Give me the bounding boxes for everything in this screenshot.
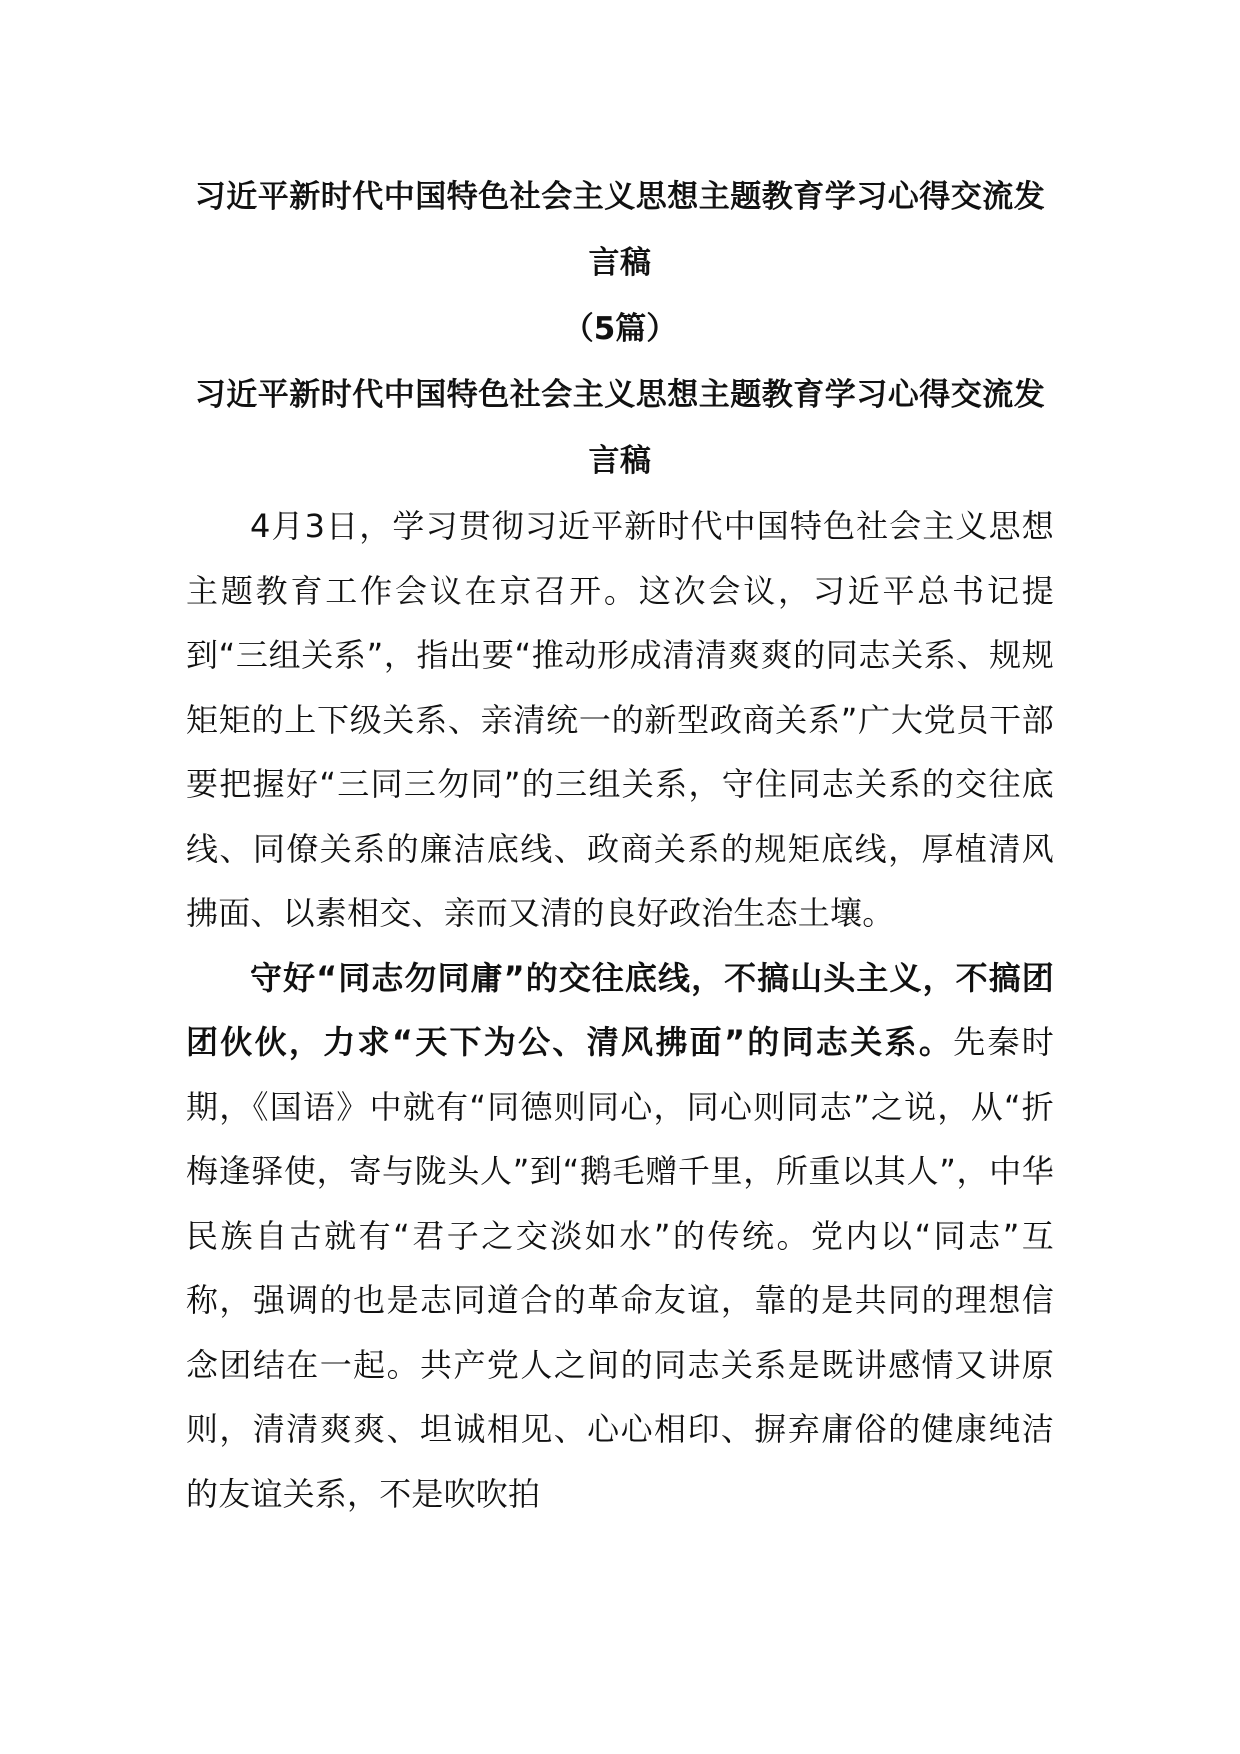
article-title: 习近平新时代中国特色社会主义思想主题教育学习心得交流发言稿 bbox=[194, 377, 1046, 479]
paragraph-1: 4月3日，学习贯彻习近平新时代中国特色社会主义思想主题教育工作会议在京召开。这次会议，习近平总书记提到“三组关系”，指出要“推动形成清清爽爽的同志关系、规规矩矩的上下级关系、亲清统一的新型政商关系”广大党员干部要把握好“三同三勿同”的三组关系，守住同志关系的交往底线、同僚关系的廉洁底线、政商关系的规矩底线，厚植清风拂面、以素相交、亲而又清的良好政治生态土壤。 bbox=[186, 507, 1054, 932]
article-count: （5篇） bbox=[562, 311, 678, 347]
main-title: 习近平新时代中国特色社会主义思想主题教育学习心得交流发言稿 bbox=[194, 179, 1046, 281]
paragraph-2-lead: 守好“同志勿同庸”的交往底线，不搞山头主义，不搞团团伙伙，力求“天下为公、清风拂面”的同志关系。 bbox=[186, 958, 1054, 1061]
paragraph-2-body: 先秦时期，《国语》中就有“同德则同心，同心则同志”之说，从“折梅逢驿使，寄与陇头人”到“鹅毛赠千里，所重以其人”，中华民族自古就有“君子之交淡如水”的传统。党内以“同志”互称，强调的也是志同道合的革命友谊，靠的是共同的理想信念团结在一起。共产党人之间的同志关系是既讲感情又讲原则，清清爽爽、坦诚相见、心心相印、摒弃庸俗的健康纯洁的友谊关系，不是吹吹拍 bbox=[186, 1023, 1054, 1513]
paragraph-2 bbox=[186, 946, 1054, 1527]
document-body bbox=[186, 164, 1054, 1526]
